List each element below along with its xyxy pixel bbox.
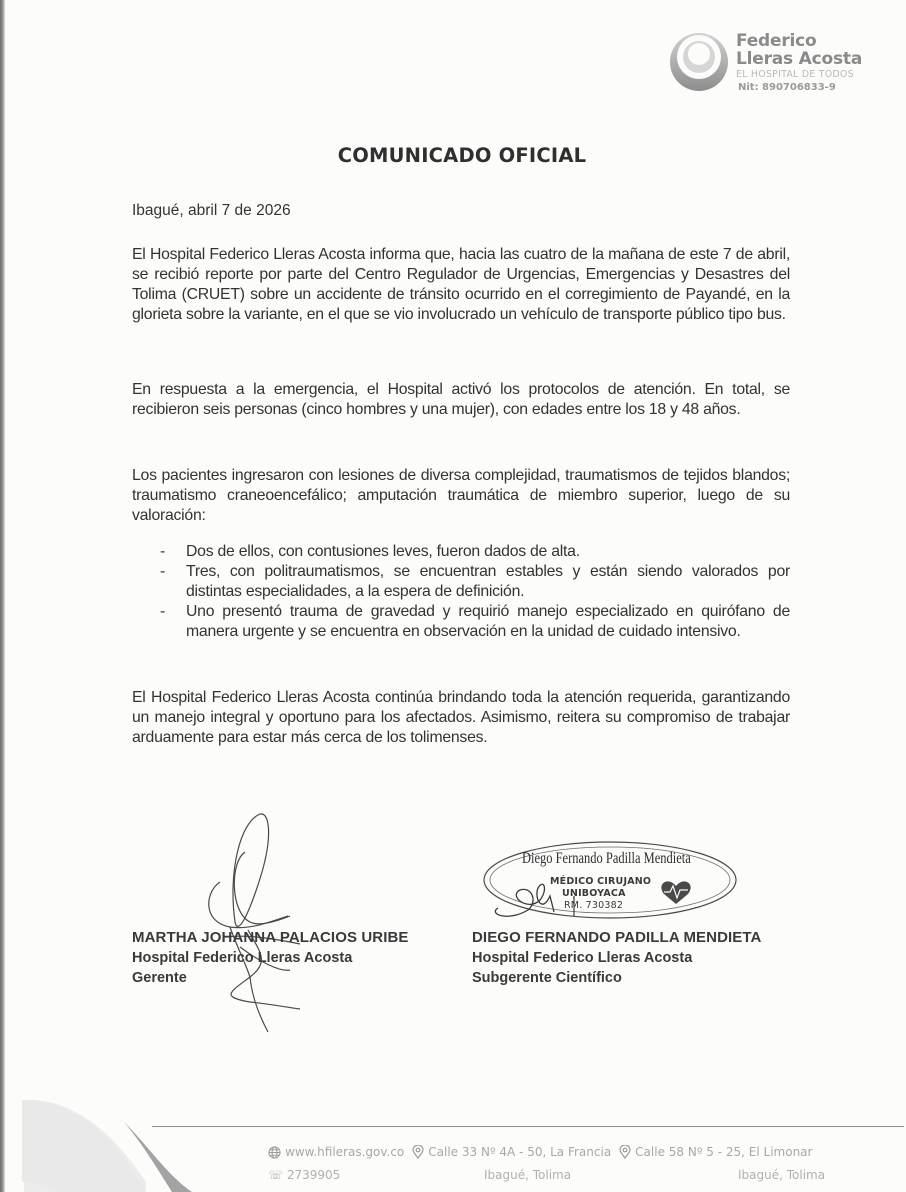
- footer-city-2: Ibagué, Tolima: [738, 1168, 826, 1182]
- footer-divider: [152, 1126, 904, 1127]
- list-item-text: Dos de ellos, con contusiones leves, fueron dados de alta.: [186, 543, 580, 560]
- paragraph-3: Los pacientes ingresaron con lesiones de diversa complejidad, traumatismos de tejidos blandos; traumatismo craneoencefálico; amputación traumática de miembro superior, luego de su valoración:: [132, 467, 790, 524]
- footer-address-2: [619, 1145, 812, 1159]
- footer-address-1: [412, 1145, 611, 1159]
- scan-page-edge: [0, 0, 5, 1192]
- list-item-text: Tres, con politraumatismos, se encuentran estables y están siendo valorados por distintas especialidades, a la espera de definición.: [186, 563, 790, 600]
- paragraph-1: El Hospital Federico Lleras Acosta informa que, hacia las cuatro de la mañana de este 7 de abril, se recibió reporte por parte del Centro Regulador de Urgencias, Emergencias y Desastres del Tolima (CRUET) sobre un accidente de tránsito ocurrido en el corregimiento de Payandé, en la glorieta sobre la variante, en el que se vio involucrado un vehículo de transporte público tipo bus.: [132, 246, 790, 323]
- map-pin-icon: [412, 1145, 424, 1159]
- footer-phone-partial: ☏ 2739905: [268, 1168, 341, 1182]
- signer-name: MARTHA JOHANNA PALACIOS URIBE: [132, 929, 409, 946]
- bullet-dash: -: [160, 543, 166, 560]
- list-item-text: Uno presentó trauma de gravedad y requirió manejo especializado en quirófano de manera urgente y se encuentra en observación en la unidad de cuidado intensivo.: [186, 603, 790, 640]
- logo-tagline: EL HOSPITAL DE TODOS: [736, 69, 854, 80]
- logo-name-line2: Lleras Acosta: [736, 49, 863, 69]
- website-link[interactable]: www.hfileras.gov.co: [285, 1145, 405, 1159]
- signer-role: Gerente: [132, 970, 187, 986]
- logo-name-line1: Federico: [736, 31, 817, 51]
- paragraph-4: El Hospital Federico Lleras Acosta continúa brindando toda la atención requerida, garantizando un manejo integral y oportuno para los afectados. Asimismo, reitera su compromiso de trabajar arduamente para estar más cerca de los tolimenses.: [132, 689, 790, 746]
- address-2-text: Calle 58 Nº 5 - 25, El Limonar: [635, 1145, 813, 1159]
- signature-block-subgerente: [472, 928, 761, 988]
- hospital-logo: [668, 26, 888, 104]
- document-title: COMUNICADO OFICIAL: [337, 144, 587, 167]
- list-item: [160, 602, 790, 642]
- footer-city-1: Ibagué, Tolima: [484, 1168, 572, 1182]
- stamp-registration: RM. 730382: [564, 900, 624, 911]
- list-item: [160, 542, 790, 562]
- signature-block-gerente: [132, 928, 409, 988]
- date-line: Ibagué, abril 7 de 2026: [132, 202, 291, 219]
- stamp-doctor-name: Diego Fernando Padilla Mendieta: [522, 850, 691, 867]
- footer-decorative-arc: [0, 1078, 200, 1192]
- document-title-container: [0, 144, 906, 167]
- footer-contact-row: [268, 1145, 820, 1159]
- bullet-dash: -: [160, 603, 166, 620]
- stamp-title: MÉDICO CIRUJANO: [550, 876, 652, 887]
- map-pin-icon: [619, 1145, 631, 1159]
- crescent-logo-icon: [668, 30, 730, 92]
- signer-organization: Hospital Federico Lleras Acosta: [132, 950, 353, 966]
- bullet-dash: -: [160, 563, 166, 580]
- list-item: [160, 562, 790, 602]
- footer-website[interactable]: [268, 1145, 404, 1159]
- logo-nit: Nit: 890706833-9: [738, 82, 836, 93]
- signer-role: Subgerente Científico: [472, 970, 622, 986]
- heart-pulse-icon: [661, 881, 690, 904]
- doctor-stamp: [478, 836, 740, 926]
- globe-icon: [268, 1146, 281, 1159]
- signer-name: DIEGO FERNANDO PADILLA MENDIETA: [472, 929, 762, 946]
- paragraph-2: En respuesta a la emergencia, el Hospital activó los protocolos de atención. En total, se recibieron seis personas (cinco hombres y una mujer), con edades entre los 18 y 48 años.: [132, 381, 790, 418]
- patient-status-list: [160, 542, 790, 642]
- signer-organization: Hospital Federico Lleras Acosta: [472, 950, 693, 966]
- address-1-text: Calle 33 Nº 4A - 50, La Francia: [428, 1145, 612, 1159]
- stamp-university: UNIBOYACA: [562, 888, 626, 899]
